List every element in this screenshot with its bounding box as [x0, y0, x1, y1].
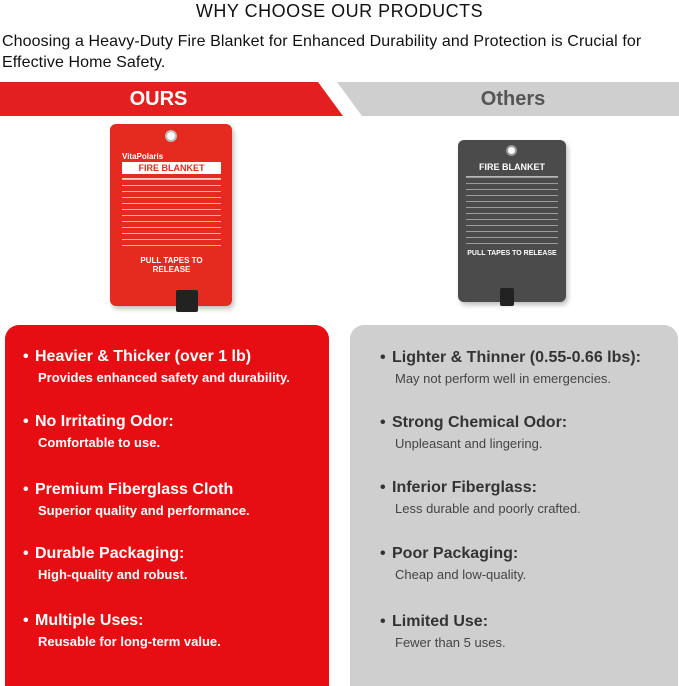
others-features-panel — [350, 325, 678, 686]
bullet-icon: • — [380, 479, 386, 496]
bullet-icon: • — [380, 414, 386, 431]
page-title: WHY CHOOSE OUR PRODUCTS — [195, 1, 484, 21]
others-banner-label: Others — [480, 88, 546, 110]
ours-product-release: PULL TAPES TO RELEASE — [140, 256, 203, 274]
bullet-icon: • — [23, 481, 29, 498]
others-feature-item — [380, 348, 641, 387]
feature-desc: Cheap and low-quality. — [395, 567, 527, 582]
ours-feature-item — [23, 544, 188, 583]
hang-hole-icon — [506, 145, 517, 156]
feature-title: Limited Use: — [392, 613, 489, 630]
page-subtitle: Choosing a Heavy-Duty Fire Blanket for Enhanced Durability and Protection is Crucial for Effective Home Safety. — [2, 33, 642, 71]
ours-banner-label: OURS — [129, 88, 188, 110]
hang-hole-icon — [165, 130, 177, 142]
pull-tab-icon — [500, 288, 514, 306]
bullet-icon: • — [23, 348, 29, 365]
feature-desc: Fewer than 5 uses. — [395, 635, 506, 650]
feature-title: Poor Packaging: — [392, 545, 519, 562]
ours-product-title: FIRE BLANKET — [122, 162, 221, 174]
ours-features-panel — [5, 325, 329, 686]
others-product-instructions — [466, 176, 558, 246]
bullet-icon: • — [23, 413, 29, 430]
feature-desc: May not perform well in emergencies. — [395, 371, 612, 386]
ours-product-instructions — [122, 178, 221, 248]
ours-feature-item — [23, 412, 174, 451]
feature-desc: Comfortable to use. — [38, 435, 161, 450]
feature-desc: Superior quality and performance. — [38, 503, 250, 518]
feature-desc: Unpleasant and lingering. — [395, 436, 543, 451]
ours-feature-item — [23, 347, 290, 386]
feature-desc: Less durable and poorly crafted. — [395, 501, 581, 516]
ours-product-brand: VitaPolaris — [122, 152, 164, 161]
feature-desc: Reusable for long-term value. — [38, 634, 221, 649]
bullet-icon: • — [380, 349, 386, 366]
feature-title: Heavier & Thicker (over 1 lb) — [35, 348, 252, 365]
feature-title: Lighter & Thinner (0.55-0.66 lbs): — [392, 349, 641, 366]
feature-title: Durable Packaging: — [35, 545, 185, 562]
others-product-image — [458, 140, 566, 302]
ours-feature-item — [23, 480, 250, 519]
bullet-icon: • — [380, 545, 386, 562]
ours-product-image — [110, 124, 232, 306]
feature-desc: High-quality and robust. — [38, 567, 188, 582]
ours-feature-item — [23, 611, 221, 650]
feature-title: Premium Fiberglass Cloth — [35, 481, 234, 498]
pull-tab-icon — [176, 290, 198, 312]
others-feature-item — [380, 544, 526, 583]
feature-title: No Irritating Odor: — [35, 413, 174, 430]
feature-title: Multiple Uses: — [35, 612, 144, 629]
others-feature-item — [380, 413, 567, 452]
others-feature-item — [380, 478, 581, 517]
bullet-icon: • — [380, 613, 386, 630]
others-product-release: PULL TAPES TO RELEASE — [467, 250, 557, 257]
others-feature-item — [380, 612, 506, 651]
feature-desc: Provides enhanced safety and durability. — [38, 370, 290, 385]
feature-title: Strong Chemical Odor: — [392, 414, 568, 431]
feature-title: Inferior Fiberglass: — [392, 479, 537, 496]
others-product-title: FIRE BLANKET — [479, 162, 545, 172]
bullet-icon: • — [23, 612, 29, 629]
bullet-icon: • — [23, 545, 29, 562]
